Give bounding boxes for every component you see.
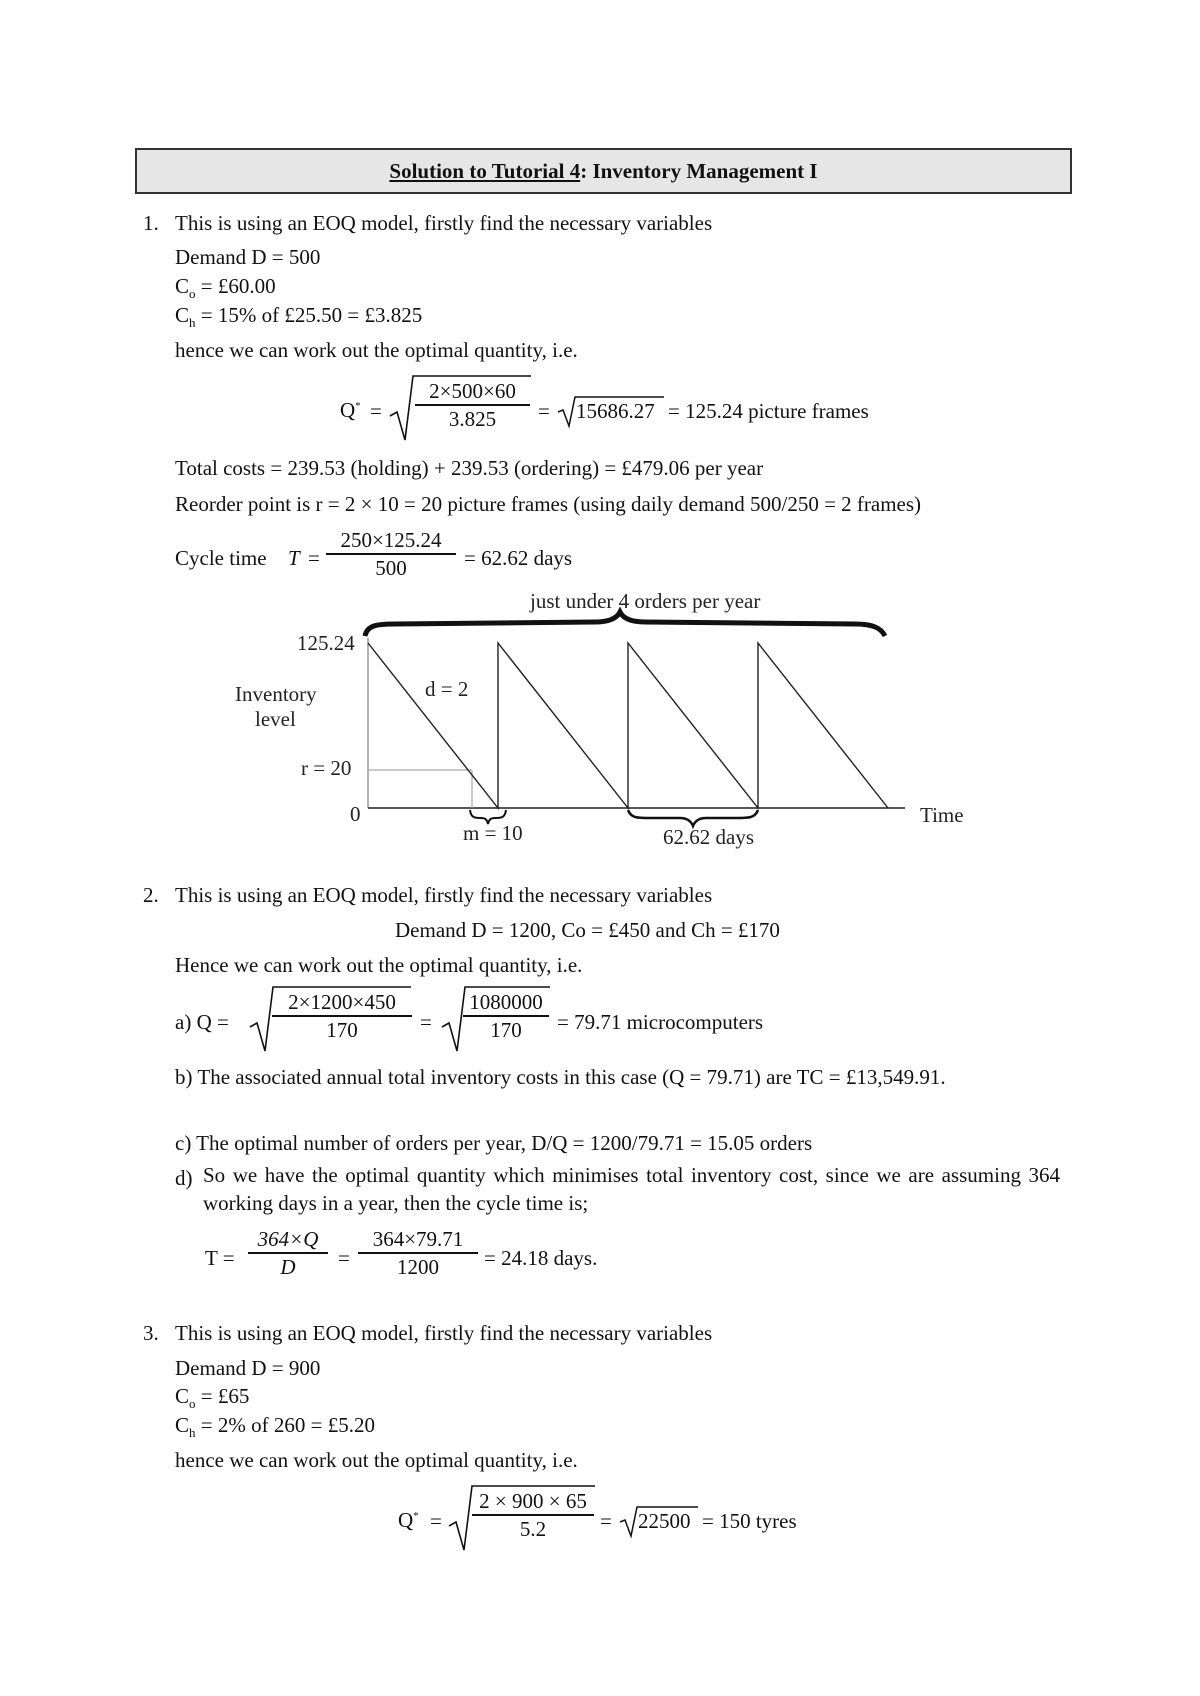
inventory-diagram xyxy=(225,588,985,858)
diagram-y-max: 125.24 xyxy=(297,631,355,655)
q3-sqrt-val: 22500 xyxy=(638,1509,691,1533)
q1-intro: This is using an EOQ model, firstly find the necessary variables xyxy=(175,211,713,235)
q2-a-result: = 79.71 microcomputers xyxy=(557,1010,764,1034)
q1-hence: hence we can work out the optimal quantity, i.e. xyxy=(175,338,578,362)
q3-demand: Demand D = 900 xyxy=(175,1356,321,1380)
q2-b-text: b) The associated annual total inventory costs in this case (Q = 79.71) are TC = £13,549.91. xyxy=(175,1065,946,1089)
q1-sqrt-val: 15686.27 xyxy=(576,399,655,423)
title-underlined: Solution to Tutorial 4 xyxy=(389,158,581,183)
q2-d-label: d) xyxy=(175,1166,193,1190)
q1-co: $C_o$ = £60.00 xyxy=(175,274,276,302)
q3-ch: $C_h = 2\%$ of 260 = £5.20 xyxy=(175,1413,375,1441)
diagram-top-brace xyxy=(365,612,885,636)
diagram-cycle-brace xyxy=(628,810,758,826)
q1-cycle-label: Cycle time xyxy=(175,546,267,570)
q2-number: 2. xyxy=(143,883,159,907)
q1-eq2: = xyxy=(538,399,550,423)
q1-eq: = xyxy=(370,399,382,423)
q1-q-label: Q* xyxy=(340,398,361,422)
q3-q-label: Q* xyxy=(398,1508,419,1532)
q2-fraction-2: 1080000 170 xyxy=(463,989,549,1043)
q1-total-costs: Total costs = 239.53 (holding) + 239.53 (ordering) = £479.06 per year xyxy=(175,456,764,480)
diagram-y-label-1: Inventory xyxy=(235,682,317,706)
q1-reorder: Reorder point is r = 2 × 10 = 20 picture frames (using daily demand 500/250 = 2 frames) xyxy=(175,492,922,516)
q1-cycle-result: = 62.62 days xyxy=(464,546,573,570)
q3-fraction: 2 × 900 × 65 5.2 xyxy=(472,1488,594,1542)
title-rest: : Inventory Management I xyxy=(580,158,818,183)
q1-cycle-T: T xyxy=(288,546,300,570)
q1-result: = 125.24 picture frames xyxy=(668,399,869,423)
q1-cycle-eq: = xyxy=(308,546,320,570)
q1-ch: $C_h = 15\%$ of £25.50 = £3.825 xyxy=(175,303,423,331)
diagram-y-label-2: level xyxy=(255,707,296,731)
q3-eq: = xyxy=(430,1509,442,1533)
diagram-cycle-label: 62.62 days xyxy=(663,825,754,849)
q3-intro: This is using an EOQ model, firstly find the necessary variables xyxy=(175,1321,713,1345)
diagram-x-label: Time xyxy=(920,803,964,827)
q2-t-label: T = xyxy=(205,1246,235,1270)
q2-t-fraction-1: 364×Q D xyxy=(248,1226,328,1280)
q1-cycle-fraction: 250×125.24 500 xyxy=(326,527,456,581)
q3-eq2: = xyxy=(600,1509,612,1533)
q3-number: 3. xyxy=(143,1321,159,1345)
diagram-zero: 0 xyxy=(350,802,361,826)
diagram-m-label: m = 10 xyxy=(463,821,523,845)
diagram-top-label: just under 4 orders per year xyxy=(530,589,761,613)
q3-hence: hence we can work out the optimal quantity, i.e. xyxy=(175,1448,578,1472)
q2-fraction-1: 2×1200×450 170 xyxy=(272,989,412,1043)
q2-d-text: So we have the optimal quantity which minimises total inventory cost, since we are assuming 364 working days in a year, then the cycle time is; xyxy=(203,1163,1060,1215)
q2-hence: Hence we can work out the optimal quantity, i.e. xyxy=(175,953,583,977)
q2-a-eq: = xyxy=(420,1010,432,1034)
q2-t-result: = 24.18 days. xyxy=(484,1246,598,1270)
q1-demand: Demand D = 500 xyxy=(175,245,321,269)
q2-t-eq: = xyxy=(338,1246,350,1270)
q3-result: = 150 tyres xyxy=(702,1509,797,1533)
q2-c-text: c) The optimal number of orders per year, D/Q = 1200/79.71 = 15.05 orders xyxy=(175,1131,813,1155)
q1-fraction: 2×500×60 3.825 xyxy=(415,378,530,432)
q3-co: $C_o$ = £65 xyxy=(175,1384,250,1412)
diagram-r-label: r = 20 xyxy=(301,756,352,780)
page-title xyxy=(135,148,1072,194)
diagram-d-label: d = 2 xyxy=(425,677,469,701)
q2-vars: Demand D = 1200, Co = £450 and Ch = £170 xyxy=(395,918,780,942)
q2-t-fraction-2: 364×79.71 1200 xyxy=(358,1226,478,1280)
q1-number: 1. xyxy=(143,211,159,235)
diagram-sawtooth xyxy=(368,643,888,808)
q2-intro: This is using an EOQ model, firstly find the necessary variables xyxy=(175,883,713,907)
q2-a-label: a) Q = xyxy=(175,1010,229,1034)
